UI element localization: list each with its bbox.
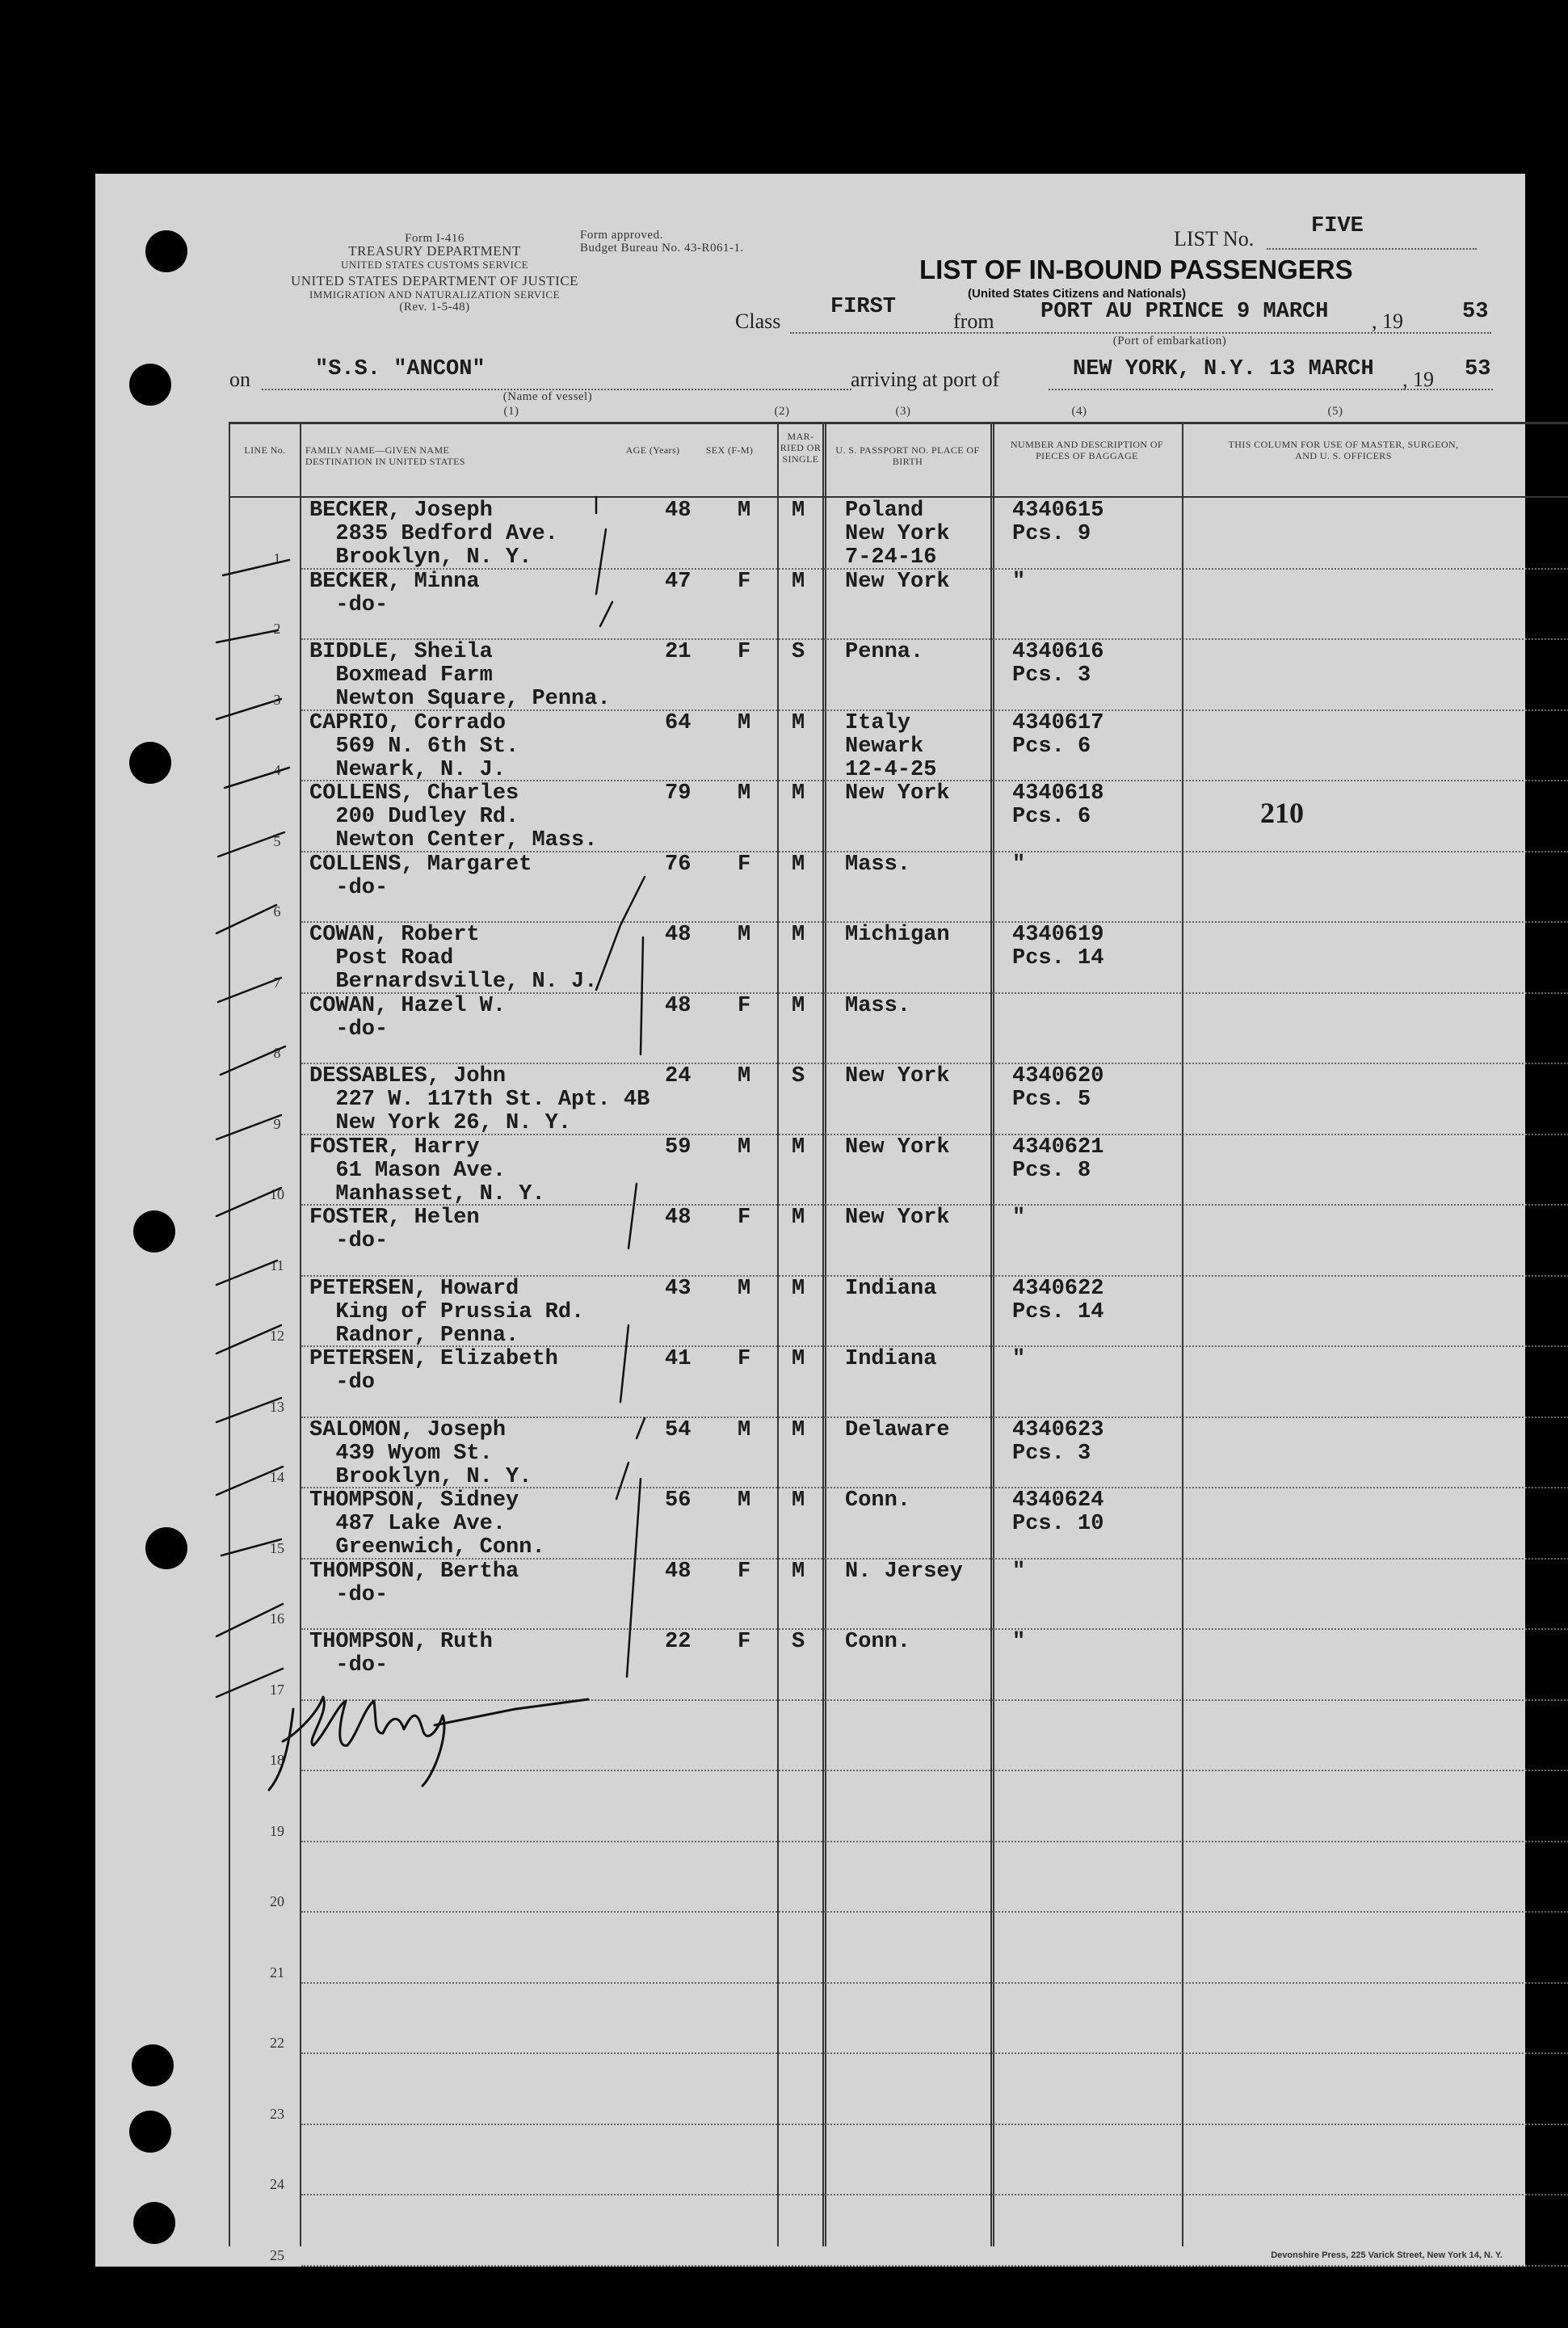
from-label: from: [953, 309, 994, 333]
tally-stroke: [600, 602, 612, 626]
line-number: 22: [270, 2035, 284, 2051]
passenger-birthplace: New York: [845, 1206, 950, 1230]
check-mark: [216, 905, 276, 933]
line-number: 5: [273, 833, 281, 849]
page-subtitle: (United States Citizens and Nationals): [968, 287, 1187, 301]
check-mark: [216, 1669, 283, 1697]
binder-hole: [145, 230, 187, 272]
immigration-service: IMMIGRATION AND NATURALIZATION SERVICE: [309, 288, 561, 301]
check-mark: [216, 1188, 281, 1216]
passenger-age: 48: [665, 499, 692, 523]
passenger-marital-status: M: [792, 1560, 805, 1584]
check-mark: [216, 1467, 283, 1495]
tally-stroke: [616, 1463, 628, 1499]
passenger-baggage: 4340622 Pcs. 14: [1012, 1277, 1104, 1324]
printer-credit: Devonshire Press, 225 Varick Street, New York 14, N. Y.: [1271, 2250, 1503, 2260]
passenger-birthplace: Conn.: [845, 1488, 911, 1513]
tally-stroke: [637, 1418, 645, 1438]
check-mark: [216, 1325, 281, 1353]
name-header: FAMILY NAME—GIVEN NAME DESTINATION IN UNITED STATES: [305, 444, 465, 467]
passenger-name: COLLENS, Margaret -do-: [309, 852, 532, 900]
passenger-birthplace: New York: [845, 570, 950, 594]
passenger-marital-status: M: [792, 711, 805, 735]
class-value: FIRST: [830, 295, 897, 319]
passenger-marital-status: M: [792, 852, 805, 877]
col-num-2: (2): [774, 405, 790, 418]
passenger-birthplace: Poland New York 7-24-16: [845, 499, 950, 570]
passenger-marital-status: M: [792, 1135, 805, 1160]
col-num-4: (4): [1071, 405, 1087, 418]
revision: (Rev. 1-5-48): [399, 301, 470, 314]
line-number: 20: [270, 1893, 284, 1909]
passenger-sex: M: [738, 1277, 751, 1301]
binder-hole: [133, 2202, 175, 2244]
passenger-baggage: 4340624 Pcs. 10: [1012, 1488, 1104, 1536]
passenger-age: 41: [665, 1347, 692, 1371]
passenger-age: 22: [665, 1630, 692, 1654]
line-number: 6: [273, 903, 281, 920]
passenger-name: THOMPSON, Sidney 487 Lake Ave. Greenwich, Conn.: [309, 1488, 545, 1560]
passenger-marital-status: S: [792, 640, 805, 664]
passenger-sex: M: [738, 1135, 751, 1160]
passenger-age: 56: [665, 1488, 692, 1513]
passenger-name: CAPRIO, Corrado 569 N. 6th St. Newark, N. J.: [309, 711, 519, 782]
on-label: on: [229, 368, 250, 391]
passenger-birthplace: Mass.: [845, 852, 911, 877]
passenger-name: COLLENS, Charles 200 Dudley Rd. Newton Center, Mass.: [309, 781, 598, 852]
tally-stroke: [620, 1325, 628, 1402]
passenger-marital-status: M: [792, 499, 805, 523]
binder-hole: [132, 2044, 174, 2086]
passenger-birthplace: Conn.: [845, 1630, 911, 1654]
passenger-name: FOSTER, Harry 61 Mason Ave. Manhasset, N. Y.: [309, 1135, 545, 1206]
tally-stroke: [628, 1184, 637, 1248]
officer-note: 210: [1260, 797, 1304, 829]
passenger-name: COWAN, Robert Post Road Bernardsville, N. J.: [309, 923, 598, 994]
passenger-baggage: ": [1012, 1560, 1026, 1584]
passenger-age: 24: [665, 1064, 692, 1088]
passenger-name: BIDDLE, Sheila Boxmead Farm Newton Square, Penna.: [309, 640, 611, 711]
check-mark: [221, 1539, 281, 1556]
check-mark: [216, 1604, 283, 1636]
check-mark: [216, 1398, 281, 1422]
line-number: 7: [273, 975, 281, 991]
passenger-marital-status: S: [792, 1064, 805, 1088]
baggage-header: NUMBER AND DESCRIPTION OF PIECES OF BAGGAGE: [1010, 439, 1164, 461]
year-prefix-2: , 19: [1402, 368, 1434, 391]
passenger-sex: F: [738, 1206, 751, 1230]
line-header: LINE No.: [244, 444, 286, 456]
check-mark: [218, 978, 281, 1002]
passenger-name: SALOMON, Joseph 439 Wyom St. Brooklyn, N. Y.: [309, 1418, 532, 1489]
vessel-name: "S.S. "ANCON": [315, 357, 486, 381]
passenger-baggage: ": [1012, 1206, 1026, 1230]
line-number: 18: [270, 1752, 284, 1768]
list-number: FIVE: [1311, 214, 1364, 238]
passenger-marital-status: S: [792, 1630, 805, 1654]
line-number: 15: [270, 1540, 284, 1556]
line-number: 9: [273, 1116, 281, 1132]
passenger-age: 48: [665, 994, 692, 1018]
line-number: 1: [273, 550, 281, 566]
line-number: 21: [270, 1964, 284, 1981]
passenger-baggage: 4340618 Pcs. 6: [1012, 781, 1104, 829]
passenger-age: 76: [665, 852, 692, 877]
passenger-sex: M: [738, 1064, 751, 1088]
line-number: 24: [270, 2176, 284, 2192]
passenger-marital-status: M: [792, 1347, 805, 1371]
passenger-age: 43: [665, 1277, 692, 1301]
passenger-baggage: ": [1012, 852, 1026, 877]
passenger-baggage: 4340617 Pcs. 6: [1012, 711, 1104, 759]
passenger-name: FOSTER, Helen -do-: [309, 1206, 480, 1253]
line-number: 10: [270, 1186, 284, 1202]
passenger-marital-status: M: [792, 781, 805, 806]
customs-service: UNITED STATES CUSTOMS SERVICE: [340, 259, 529, 271]
passenger-baggage: ": [1012, 1630, 1026, 1654]
binder-hole: [129, 2111, 171, 2153]
passenger-baggage: 4340621 Pcs. 8: [1012, 1135, 1104, 1183]
justice-department: UNITED STATES DEPARTMENT OF JUSTICE: [290, 273, 579, 288]
handwritten-marks: [95, 174, 1525, 2267]
passenger-marital-status: M: [792, 994, 805, 1018]
line-number: 2: [273, 621, 281, 637]
passenger-sex: M: [738, 711, 751, 735]
passenger-birthplace: New York: [845, 781, 950, 806]
line-number: 19: [270, 1823, 284, 1839]
col-num-1: (1): [503, 405, 519, 418]
passenger-birthplace: Mass.: [845, 994, 911, 1018]
passenger-age: 64: [665, 711, 692, 735]
passenger-name: BECKER, Minna -do-: [309, 570, 480, 617]
passenger-age: 48: [665, 923, 692, 947]
passenger-marital-status: M: [792, 570, 805, 594]
class-label: Class: [735, 309, 781, 333]
passenger-sex: M: [738, 1488, 751, 1513]
passenger-age: 48: [665, 1206, 692, 1230]
check-mark: [223, 560, 289, 575]
col-num-3: (3): [895, 405, 911, 418]
passenger-birthplace: Indiana: [845, 1277, 937, 1301]
passport-header: U. S. PASSPORT NO. PLACE OF BIRTH: [835, 444, 980, 467]
budget-bureau: Budget Bureau No. 43-R061-1.: [580, 242, 744, 255]
binder-hole: [145, 1527, 187, 1569]
passenger-sex: F: [738, 570, 751, 594]
arriving-label: arriving at port of: [851, 368, 1000, 391]
passenger-age: 79: [665, 781, 692, 806]
passenger-name: PETERSEN, Elizabeth -do: [309, 1347, 558, 1395]
passenger-birthplace: Indiana: [845, 1347, 937, 1371]
port-caption: (Port of embarkation): [1112, 335, 1227, 347]
passenger-marital-status: M: [792, 1418, 805, 1442]
line-number: 8: [273, 1045, 281, 1061]
check-mark: [216, 1261, 277, 1285]
passenger-sex: M: [738, 923, 751, 947]
passenger-sex: F: [738, 1347, 751, 1371]
form-number: Form I-416: [405, 232, 465, 245]
line-number: 4: [273, 762, 281, 778]
list-label: LIST No.: [1174, 227, 1255, 250]
passenger-marital-status: M: [792, 923, 805, 947]
line-number: 14: [270, 1469, 284, 1485]
check-mark: [225, 768, 289, 788]
passenger-baggage: ": [1012, 1347, 1026, 1371]
vessel-caption: (Name of vessel): [502, 390, 593, 403]
married-header: MAR- RIED OR SINGLE: [780, 431, 822, 465]
sex-header: SEX (F-M): [705, 444, 754, 456]
line-number: 3: [273, 692, 281, 708]
page-title: LIST OF IN-BOUND PASSENGERS: [919, 255, 1353, 284]
binder-hole: [129, 364, 171, 406]
passenger-sex: F: [738, 852, 751, 877]
passenger-sex: F: [738, 1630, 751, 1654]
line-number: 25: [270, 2247, 284, 2263]
passenger-birthplace: Michigan: [845, 923, 950, 947]
check-mark: [221, 1046, 285, 1075]
line-number: 13: [270, 1399, 284, 1415]
passenger-birthplace: N. Jersey: [845, 1560, 963, 1584]
binder-hole: [129, 742, 171, 784]
passenger-marital-status: M: [792, 1488, 805, 1513]
passenger-sex: F: [738, 1560, 751, 1584]
line-number: 23: [270, 2106, 284, 2122]
passenger-age: 48: [665, 1560, 692, 1584]
tally-stroke: [596, 877, 645, 990]
check-mark: [216, 699, 281, 719]
passenger-age: 59: [665, 1135, 692, 1160]
age-header: AGE (Years): [625, 444, 680, 456]
passenger-sex: M: [738, 781, 751, 806]
year-1: 53: [1462, 300, 1489, 324]
passenger-name: THOMPSON, Bertha -do-: [309, 1560, 519, 1607]
embarkation-port: PORT AU PRINCE 9 MARCH: [1040, 300, 1329, 324]
passenger-age: 54: [665, 1418, 692, 1442]
year-2: 53: [1465, 357, 1491, 381]
passenger-birthplace: New York: [845, 1064, 950, 1088]
passenger-sex: M: [738, 499, 751, 523]
line-number: 11: [270, 1257, 284, 1273]
line-number: 12: [270, 1328, 284, 1344]
passenger-birthplace: New York: [845, 1135, 950, 1160]
passenger-sex: F: [738, 640, 751, 664]
passenger-baggage: 4340615 Pcs. 9: [1012, 499, 1104, 546]
passenger-birthplace: Penna.: [845, 640, 924, 664]
passenger-age: 47: [665, 570, 692, 594]
passenger-marital-status: M: [792, 1206, 805, 1230]
tally-stroke: [596, 497, 606, 594]
passenger-birthplace: Delaware: [845, 1418, 950, 1442]
passenger-name: THOMPSON, Ruth -do-: [309, 1630, 493, 1678]
signature: [269, 1697, 588, 1790]
passenger-age: 21: [665, 640, 692, 664]
passenger-sex: F: [738, 994, 751, 1018]
officers-header: THIS COLUMN FOR USE OF MASTER, SURGEON, AND U. S. OFFICERS: [1228, 439, 1459, 461]
line-number: 17: [270, 1682, 284, 1698]
arrival-port: NEW YORK, N.Y. 13 MARCH: [1073, 357, 1374, 381]
year-prefix-1: , 19: [1372, 309, 1403, 333]
tally-stroke: [627, 1479, 641, 1677]
col-num-5: (5): [1327, 405, 1343, 418]
tally-stroke: [641, 937, 643, 1055]
passenger-birthplace: Italy Newark 12-4-25: [845, 711, 937, 782]
passenger-marital-status: M: [792, 1277, 805, 1301]
check-mark: [216, 1115, 281, 1139]
passenger-name: COWAN, Hazel W. -do-: [309, 994, 507, 1042]
check-mark: [218, 832, 284, 857]
form-approved: Form approved.: [580, 229, 663, 242]
passenger-name: BECKER, Joseph 2835 Bedford Ave. Brooklyn, N. Y.: [309, 499, 558, 570]
passenger-baggage: ": [1012, 570, 1026, 594]
passenger-sex: M: [738, 1418, 751, 1442]
treasury-department: TREASURY DEPARTMENT: [348, 243, 521, 259]
passenger-name: DESSABLES, John 227 W. 117th St. Apt. 4B New York 26, N. Y.: [309, 1064, 650, 1135]
passenger-baggage: 4340619 Pcs. 14: [1012, 923, 1104, 970]
check-mark: [216, 630, 278, 642]
binder-hole: [133, 1210, 175, 1252]
passenger-name: PETERSEN, Howard King of Prussia Rd. Radnor, Penna.: [309, 1277, 585, 1348]
passenger-baggage: 4340620 Pcs. 5: [1012, 1064, 1104, 1112]
line-number: 16: [270, 1610, 284, 1627]
passenger-baggage: 4340623 Pcs. 3: [1012, 1418, 1104, 1466]
passenger-baggage: 4340616 Pcs. 3: [1012, 640, 1104, 688]
manifest-sheet: [95, 174, 1525, 2267]
